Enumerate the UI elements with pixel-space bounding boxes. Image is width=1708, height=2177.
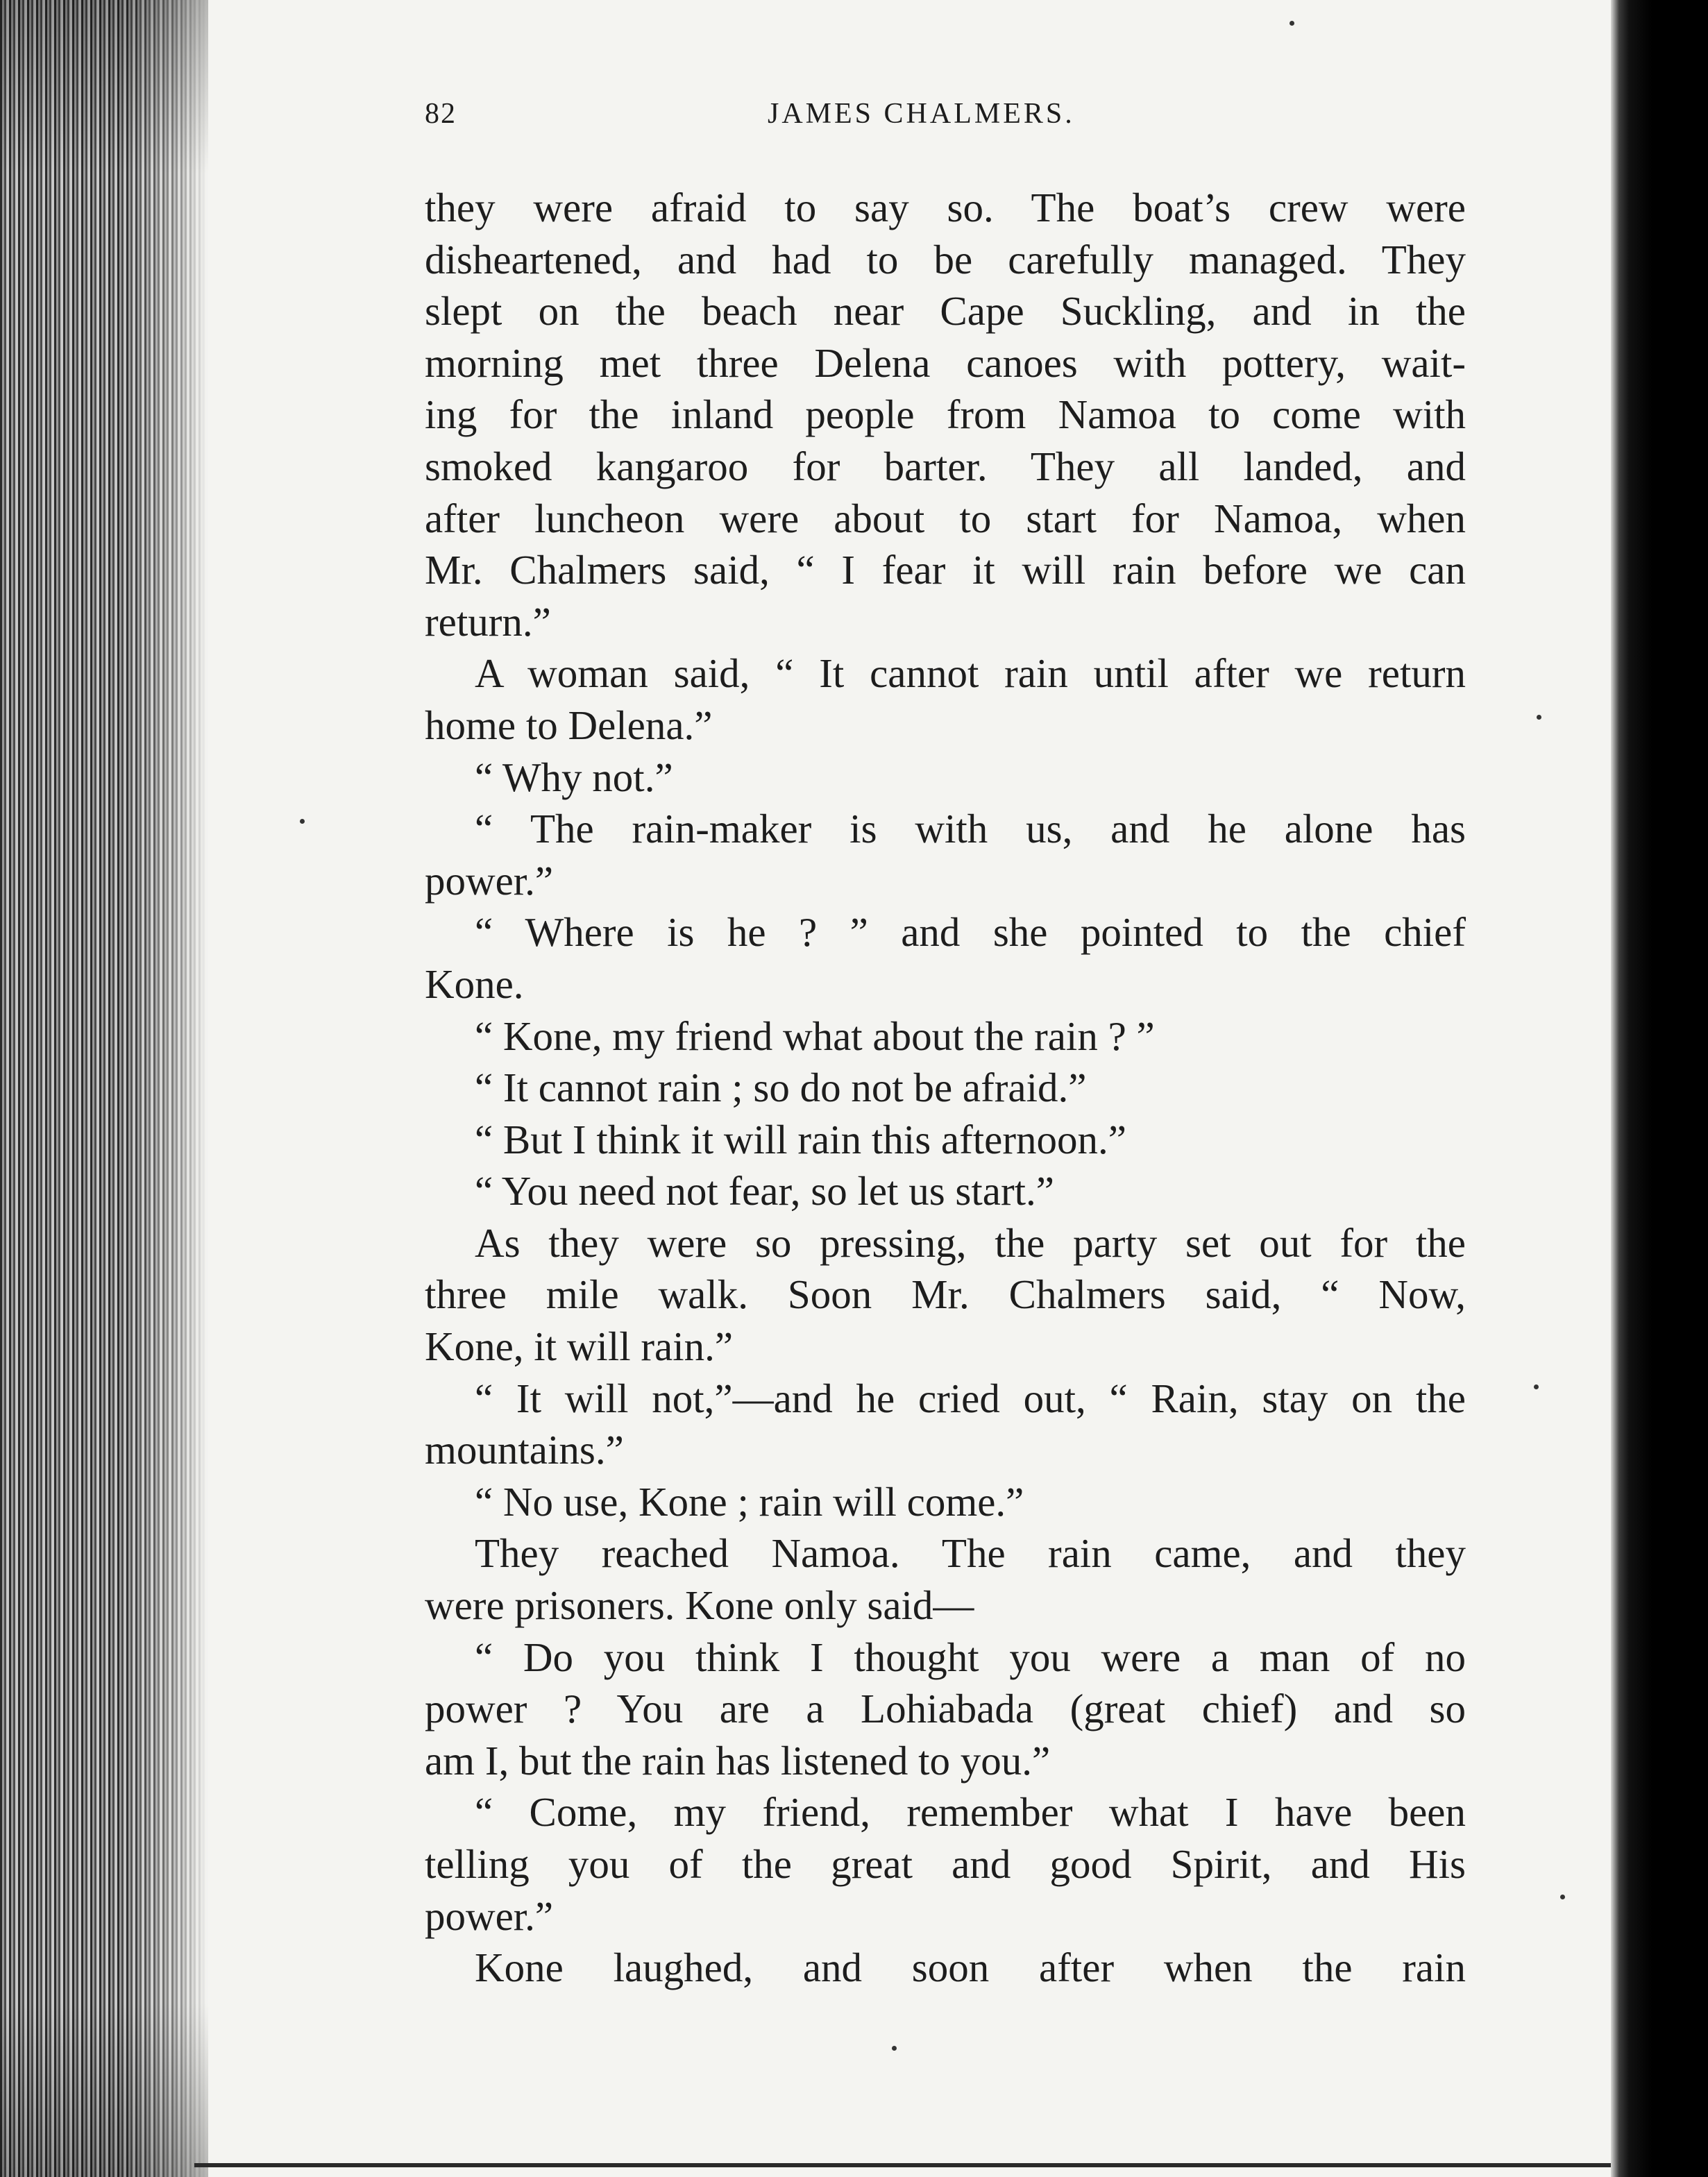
- text-line: power.”: [425, 857, 554, 904]
- text-line: mountains.”: [425, 1427, 624, 1473]
- text-line: They reached Namoa. The rain came, and they: [475, 1530, 1466, 1577]
- text-line: power.”: [425, 1892, 554, 1939]
- text-line: “ The rain-maker is with us, and he alone has: [475, 806, 1466, 852]
- running-title: JAMES CHALMERS.: [768, 98, 1075, 130]
- scan-speck: [892, 2046, 897, 2051]
- text-line: three mile walk. Soon Mr. Chalmers said, “ Now,: [425, 1271, 1466, 1318]
- text-line: ing for the inland people from Namoa to come with: [425, 391, 1466, 438]
- page-number: 82: [425, 98, 457, 130]
- text-line: “ Where is he ? ” and she pointed to the chief: [475, 909, 1466, 956]
- scan-speck: [1560, 1895, 1565, 1899]
- text-line: morning met three Delena canoes with pottery, wait-: [425, 339, 1466, 386]
- text-line: smoked kangaroo for barter. They all landed, and: [425, 443, 1466, 489]
- text-line: Kone.: [425, 960, 524, 1007]
- text-line: Mr. Chalmers said, “ I fear it will rain before we can: [425, 547, 1466, 593]
- text-line: Kone laughed, and soon after when the rain: [475, 1945, 1466, 1991]
- page-header: [425, 97, 1480, 139]
- text-line: “ Do you think I thought you were a man of no: [475, 1634, 1466, 1680]
- text-line: “ But I think it will rain this afternoon.”: [475, 1116, 1126, 1162]
- text-line: “ Come, my friend, remember what I have been: [475, 1789, 1466, 1836]
- text-line: slept on the beach near Cape Suckling, and in the: [425, 288, 1466, 334]
- text-line: telling you of the great and good Spirit, and His: [425, 1841, 1466, 1887]
- text-line: disheartened, and had to be carefully managed. They: [425, 236, 1466, 282]
- book-binding: [1611, 0, 1708, 2177]
- text-line: “ It will not,”—and he cried out, “ Rain, stay on the: [475, 1375, 1466, 1421]
- text-line: power ? You are a Lohiabada (great chief) and so: [425, 1686, 1466, 1732]
- text-line: after luncheon were about to start for Namoa, when: [425, 495, 1466, 541]
- text-line: return.”: [425, 598, 551, 645]
- text-line: were prisoners. Kone only said—: [425, 1582, 974, 1629]
- text-line: “ Kone, my friend what about the rain ? ”: [475, 1013, 1155, 1059]
- scan-speck: [1534, 1384, 1539, 1389]
- text-line: Kone, it will rain.”: [425, 1323, 734, 1370]
- page-edge-shadow: [0, 0, 208, 2177]
- body-text: [425, 182, 1466, 1994]
- text-line: A woman said, “ It cannot rain until after we return: [475, 650, 1466, 697]
- text-line: “ It cannot rain ; so do not be afraid.”: [475, 1065, 1087, 1111]
- text-line: As they were so pressing, the party set out for the: [475, 1219, 1466, 1266]
- page-bottom-edge: [194, 2163, 1611, 2167]
- scan-speck: [1537, 715, 1541, 720]
- text-line: “ Why not.”: [475, 754, 673, 800]
- scan-speck: [300, 819, 305, 824]
- text-line: home to Delena.”: [425, 702, 713, 748]
- scan-speck: [1290, 21, 1294, 26]
- text-line: “ You need not fear, so let us start.”: [475, 1168, 1054, 1214]
- text-line: am I, but the rain has listened to you.”: [425, 1737, 1051, 1784]
- text-line: they were afraid to say so. The boat’s crew were: [425, 185, 1466, 230]
- text-line: “ No use, Kone ; rain will come.”: [475, 1478, 1024, 1525]
